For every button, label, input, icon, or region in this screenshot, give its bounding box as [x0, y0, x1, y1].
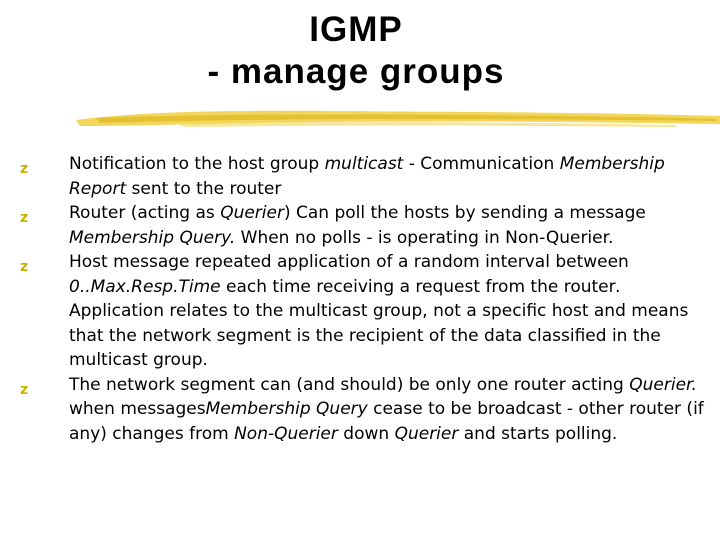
- italic-text: 0..Max.Resp.Time: [69, 276, 221, 297]
- italic-text: Querier.: [629, 374, 697, 395]
- text: down: [337, 423, 395, 444]
- italic-text: Non-Querier: [234, 423, 338, 444]
- title-underline-brush: [76, 106, 720, 132]
- bullet-icon: z: [20, 210, 29, 226]
- bullet-icon: z: [20, 381, 29, 398]
- bullet-item: [20, 201, 710, 250]
- bullet-item: [20, 152, 710, 201]
- text: Router (acting as: [69, 203, 221, 223]
- italic-text: .: [615, 276, 622, 297]
- text: When no polls - is operating in Non-Querier.: [235, 227, 614, 248]
- italic-text: Membership Query: [205, 399, 368, 419]
- text: Application relates to the multicast group, not a specific host and means that the network segment is the recipient of the data classified in the multicast group.: [69, 301, 689, 370]
- text: Notification to the host group: [69, 154, 325, 174]
- bullet-item: [20, 373, 710, 447]
- title-line-1: IGMP: [309, 10, 403, 49]
- text: - Communication: [403, 154, 560, 174]
- bullet-item: [20, 250, 710, 373]
- text: cease to be broadcast - other router (if any) changes from: [69, 399, 704, 444]
- text: when messages: [69, 399, 206, 419]
- text: each time receiving a request from the router: [220, 276, 616, 297]
- italic-text: Membership Report: [69, 154, 665, 199]
- italic-text: Membership Query.: [69, 227, 236, 248]
- bullet-icon: z: [20, 259, 29, 275]
- title-line-2: - manage groups: [207, 52, 505, 91]
- italic-text: Querier: [394, 423, 459, 444]
- text: The network segment can (and should) be only one router acting: [69, 374, 630, 395]
- bullet-icon: z: [20, 161, 29, 177]
- italic-text: multicast: [324, 154, 404, 174]
- slide-title: [0, 10, 720, 92]
- text: sent to the router: [126, 178, 282, 199]
- text: ) Can poll the hosts by sending a message: [283, 203, 646, 223]
- text: and starts polling.: [458, 423, 618, 444]
- text: Host message repeated application of a random interval between: [69, 252, 629, 272]
- bullet-list: [20, 152, 710, 446]
- italic-text: Querier: [220, 203, 284, 223]
